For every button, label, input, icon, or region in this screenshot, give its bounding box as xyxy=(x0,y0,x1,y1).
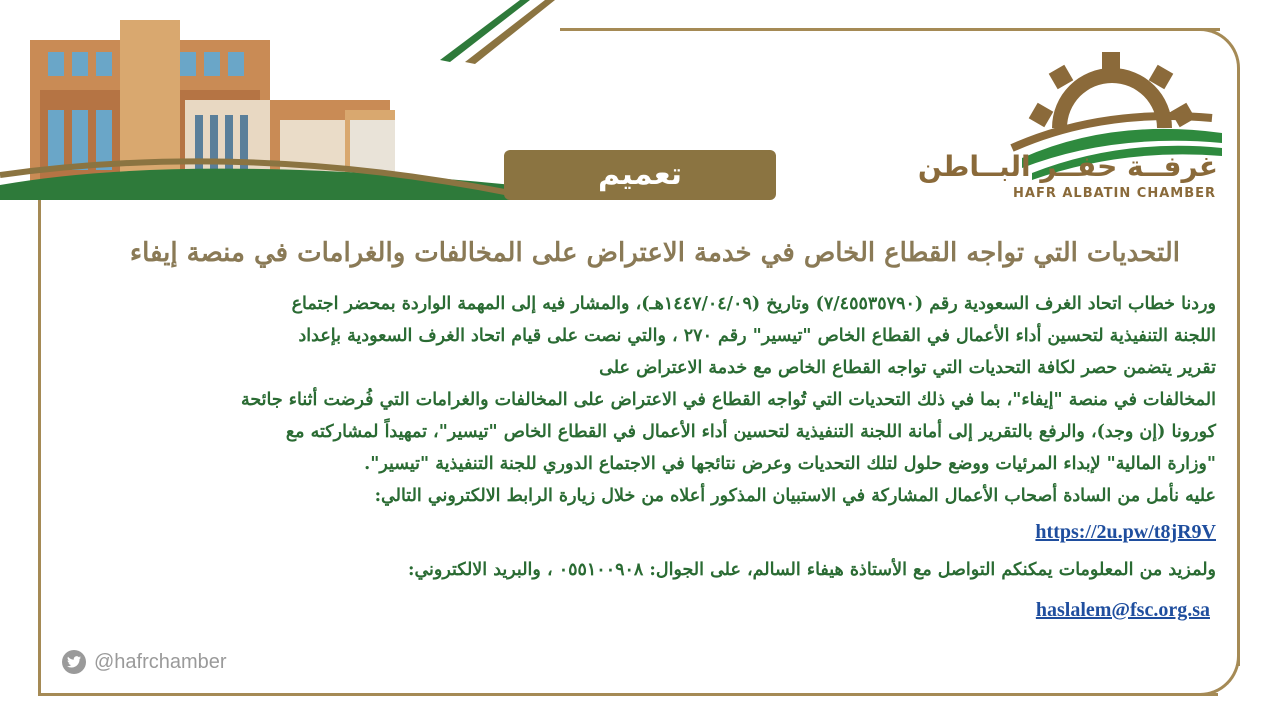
document-title: التحديات التي تواجه القطاع الخاص في خدمة الاعتراض على المخالفات والغرامات في منصة إيفاء xyxy=(129,238,1180,268)
logo-english-name: HAFR ALBATIN CHAMBER xyxy=(1013,186,1216,201)
body-line: "وزارة المالية" لإبداء المرئيات ووضع حلول لتلك التحديات وعرض نتائجها في الاجتماع الدوري للجنة التنفيذية "تيسير". xyxy=(364,454,1216,474)
twitter-handle: @hafrchamber xyxy=(94,650,227,673)
contact-line: ولمزيد من المعلومات يمكنكم التواصل مع الأستاذة هيفاء السالم، على الجوال: ٠٥٥١٠٠٩٠٨ ، والبريد الالكتروني: xyxy=(407,560,1216,580)
logo-arabic-name: غرفــة حفــر البــاطن xyxy=(917,150,1218,183)
frame-right-line xyxy=(1237,86,1240,666)
frame-corner-bottom xyxy=(1200,656,1240,696)
email-link[interactable]: haslalem@fsc.org.sa xyxy=(1035,599,1210,621)
body-line: وردنا خطاب اتحاد الغرف السعودية رقم (٧/٤٥٥٣٥٧٩٠) وتاريخ (١٤٤٧/٠٤/٠٩هـ)، والمشار فيه إلى المهمة الواردة بمحضر اجتماع xyxy=(291,294,1216,314)
frame-top-line xyxy=(520,28,1220,31)
survey-link[interactable]: https://2u.pw/t8jR9V xyxy=(1035,521,1216,543)
document-body xyxy=(60,288,1216,626)
circular-badge: تعميم xyxy=(504,150,776,200)
body-line: تقرير يتضمن حصر لكافة التحديات التي تواجه القطاع الخاص مع خدمة الاعتراض على xyxy=(599,358,1216,378)
body-line: المخالفات في منصة "إيفاء"، بما في ذلك التحديات التي تُواجه القطاع في الاعتراض على المخالفات والغرامات التي فُرضت أثناء جائحة xyxy=(240,390,1216,410)
frame-left-line xyxy=(38,150,41,696)
body-line: اللجنة التنفيذية لتحسين أداء الأعمال في القطاع الخاص "تيسير" رقم ٢٧٠ ، والتي نصت على قيام اتحاد الغرف السعودية بإعداد xyxy=(298,326,1216,346)
body-line: عليه نأمل من السادة أصحاب الأعمال المشاركة في الاستبيان المذكور أعلاه من خلال زيارة الرابط الالكتروني التالي: xyxy=(374,486,1216,506)
frame-bottom-line xyxy=(38,693,1218,696)
twitter-footer[interactable] xyxy=(62,650,227,674)
body-line: كورونا (إن وجد)، والرفع بالتقرير إلى أمانة اللجنة التنفيذية لتحسين أداء الأعمال في القطاع الخاص "تيسير"، تمهيداً لمشاركته مع xyxy=(285,422,1216,442)
chamber-logo xyxy=(992,48,1232,208)
chamber-building-image xyxy=(0,0,560,200)
twitter-icon xyxy=(62,650,86,674)
